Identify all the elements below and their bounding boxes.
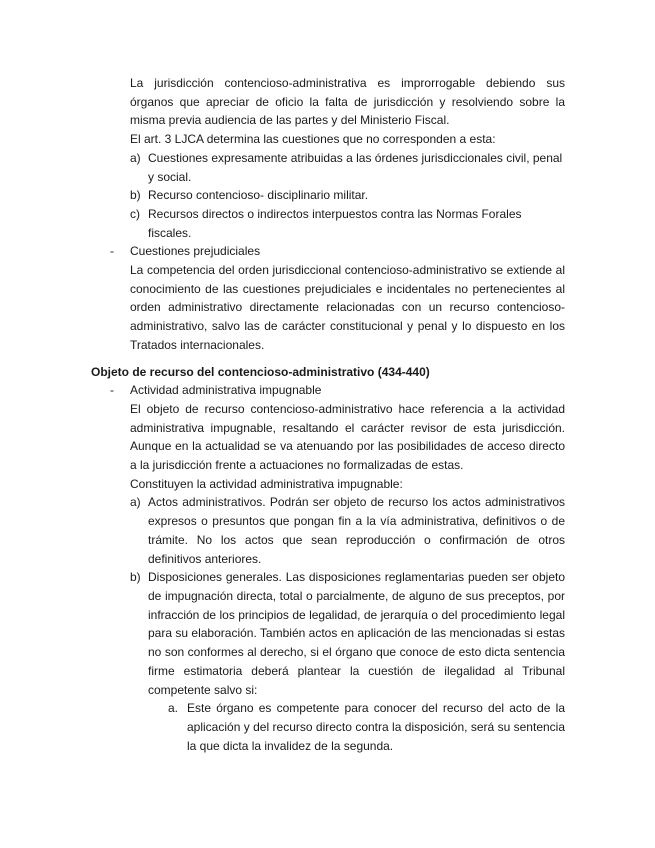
list-item: [130, 149, 565, 186]
section-paragraph-2: Constituyen la actividad administrativa impugnable:: [130, 476, 403, 491]
bullet-marker: -: [110, 244, 114, 259]
list-item-text: Disposiciones generales. Las disposiciones reglamentarias pueden ser objeto de impugnación directa, total o parcialmente, de alguno de sus preceptos, por infracción de los principios de legalidad, de jerarquía o del procedimiento legal para su elaboración. También actos en aplicación de las mencionadas si estas no son conformes al derecho, si el órgano que conoce de esto dicta sentencia firme estimatoria deberá plantear la cuestión de ilegalidad al Tribunal competente salvo si:: [148, 570, 565, 697]
list-item-text: Recursos directos o indirectos interpuestos contra las Normas Forales fiscales.: [148, 206, 522, 240]
cuestiones-paragraph: La competencia del orden jurisdiccional contencioso-administrativo se extiende al conocimiento de las cuestiones prejudiciales e incidentales no pertenecientes al orden administrativo directamente relacionadas con un recurso contencioso-administrativo, salvo las de carácter constitucional y penal y lo dispuesto en los Tratados internacionales.: [130, 263, 565, 352]
list-item: [130, 186, 565, 205]
bullet-title: Cuestiones prejudiciales: [130, 244, 261, 259]
bullet-item: [110, 242, 565, 261]
sub-list-item: [168, 699, 565, 755]
section-heading: Objeto de recurso del contencioso-administrativo (434-440): [91, 364, 430, 379]
list-item: [130, 568, 565, 699]
bullet-item: [110, 381, 565, 400]
list-item-text: Recurso contencioso- disciplinario militar.: [148, 188, 369, 203]
sub-list-marker: a.: [168, 701, 179, 716]
list-item: [130, 493, 565, 568]
list-marker: c): [130, 206, 140, 221]
intro-paragraph: La jurisdicción contencioso-administrativa es improrrogable debiendo sus órganos que apreciar de oficio la falta de jurisdicción y resolviendo sobre la misma previa audiencia de las partes y del Ministerio Fiscal.: [130, 76, 565, 128]
list-marker: a): [130, 495, 141, 510]
list-marker: b): [130, 188, 141, 203]
bullet-marker: -: [110, 383, 114, 398]
intro-paragraph-art3: El art. 3 LJCA determina las cuestiones que no corresponden a esta:: [130, 132, 496, 147]
list-marker: a): [130, 150, 141, 165]
list-marker: b): [130, 570, 141, 585]
sub-list-item-text: Este órgano es competente para conocer del recurso del acto de la aplicación y del recurso directo contra la disposición, será su sentencia la que dicta la invalidez de la segunda.: [187, 701, 565, 753]
list-item-text: Cuestiones expresamente atribuidas a las órdenes jurisdiccionales civil, penal y social.: [148, 150, 563, 184]
bullet-title: Actividad administrativa impugnable: [130, 383, 322, 398]
list-item-text: Actos administrativos. Podrán ser objeto de recurso los actos administrativos expresos o presuntos que pongan fin a la vía administrativa, definitivos o de trámite. No los actos que sean reproducción o confirmación de otros definitivos anteriores.: [148, 495, 565, 566]
document-body: [0, 74, 655, 755]
list-item: [130, 205, 565, 242]
section-paragraph: El objeto de recurso contencioso-administrativo hace referencia a la actividad administrativa impugnable, resaltando el carácter revisor de esta jurisdicción. Aunque en la actualidad se va atenuando por las posibilidades de acceso directo a la jurisdicción frente a actuaciones no formalizadas de estas.: [130, 401, 565, 473]
